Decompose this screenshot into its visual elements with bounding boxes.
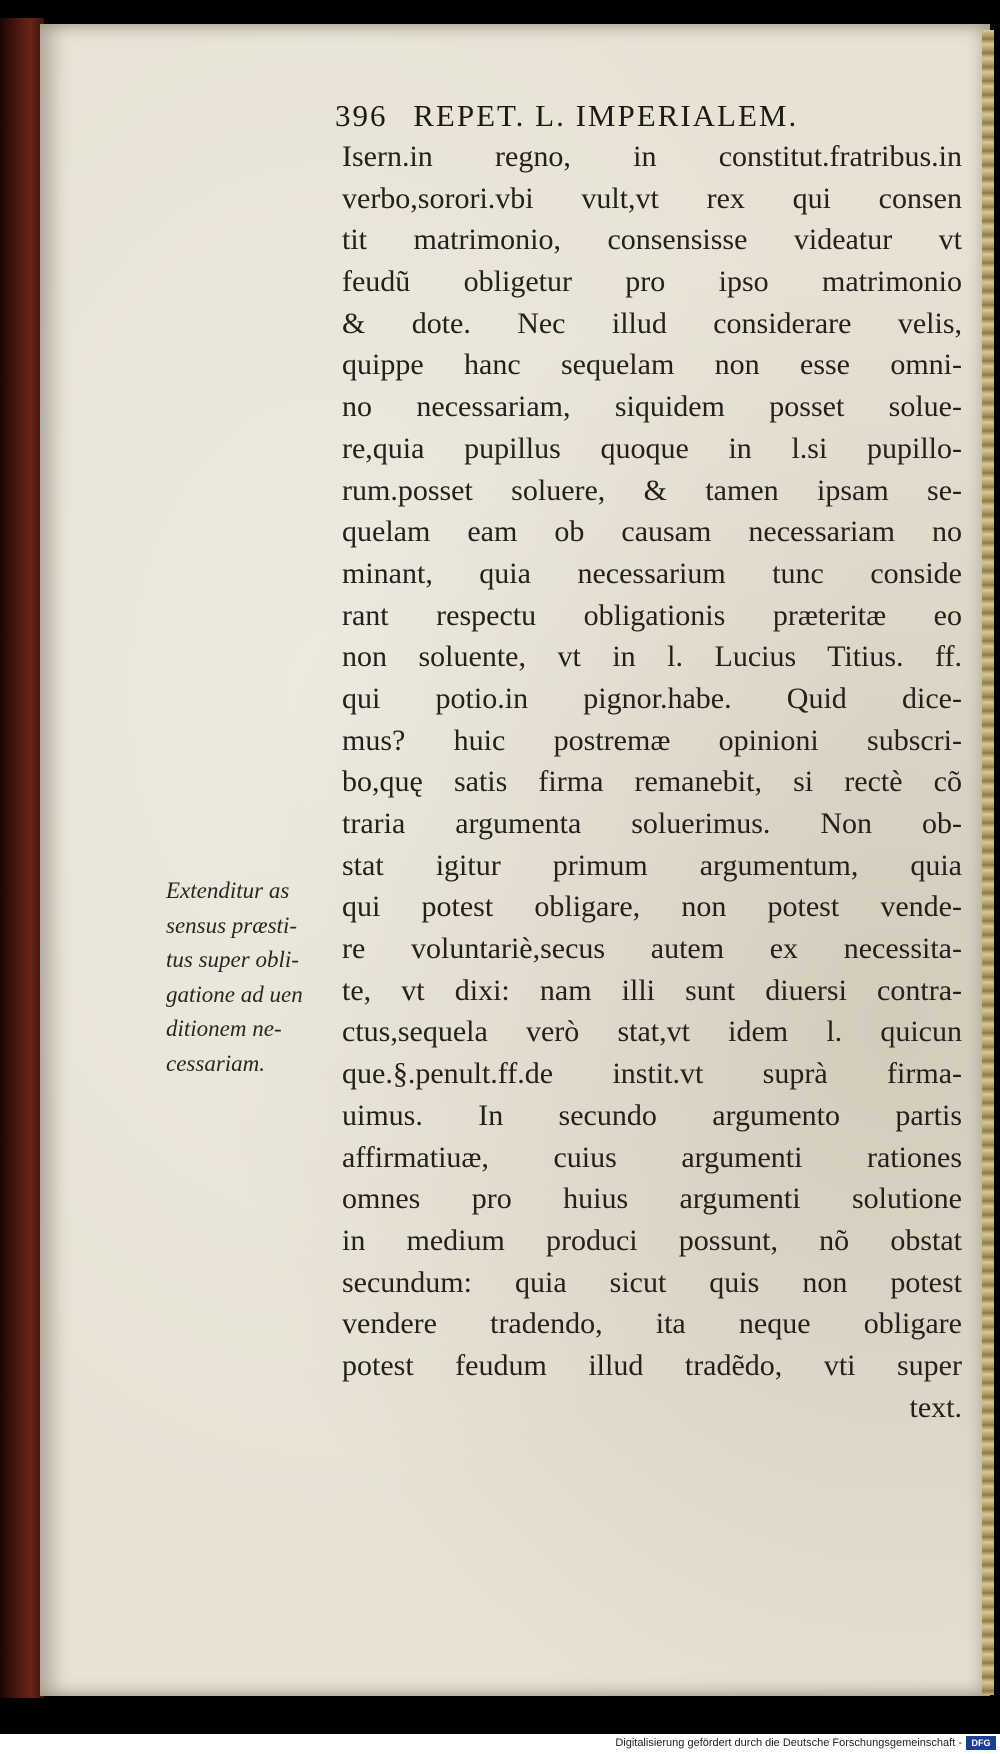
running-head [335, 98, 798, 134]
text-line: secundum: quia sicut quis non potest [342, 1265, 962, 1299]
text-line: ctus,sequela verò stat,vt idem l. quicun [342, 1015, 962, 1049]
text-line: affirmatiuæ, cuius argumenti rationes [342, 1140, 962, 1174]
marginal-note-line: tus super obli- [166, 947, 299, 972]
text-line: Isern.in regno, in constitut.fratribus.in [342, 140, 962, 173]
text-line: potest feudum illud tradẽdo, vti super [342, 1348, 962, 1382]
text-line: traria argumenta soluerimus. Non ob- [342, 807, 962, 840]
text-line: & dote. Nec illud considerare velis, [342, 306, 962, 340]
marginal-note-line: cessariam. [166, 1050, 266, 1076]
text-line: tit matrimonio, consensisse videatur vt [342, 223, 962, 257]
text-line: bo,quę satis firma remanebit, si rectè cõ [342, 765, 962, 799]
text-line: feudũ obligetur pro ipso matrimonio [342, 265, 962, 299]
text-line: quelam eam ob causam necessariam no [342, 515, 962, 549]
page-number: 396 [335, 98, 388, 133]
body-text [342, 136, 962, 1428]
text-line: minant, quia necessarium tunc conside [342, 556, 962, 590]
text-line: te, vt dixi: nam illi sunt diuersi contra- [342, 973, 962, 1007]
text-line: quippe hanc sequelam non esse omni- [342, 348, 962, 382]
text-line: rum.posset soluere, & tamen ipsam se- [342, 473, 962, 507]
marginal-note [166, 874, 336, 1081]
book-binding-edge [0, 18, 44, 1698]
text-line: que.§.penult.ff.de instit.vt suprà firma- [342, 1057, 962, 1091]
text-line: re,quia pupillus quoque in l.si pupillo- [342, 431, 962, 465]
text-line: text. [909, 1390, 962, 1424]
digitization-credit: Digitalisierung gefördert durch die Deutsche Forschungsgemeinschaft - [615, 1737, 962, 1749]
text-line: re voluntariè,secus autem ex necessita- [342, 932, 962, 966]
text-line: stat igitur primum argumentum, quia [342, 848, 962, 882]
running-title: REPET. L. IMPERIALEM. [413, 98, 799, 133]
text-line: uimus. In secundo argumento partis [342, 1098, 962, 1132]
text-line: qui potest obligare, non potest vende- [342, 890, 962, 924]
text-line: in medium produci possunt, nõ obstat [342, 1223, 962, 1257]
text-line: no necessariam, siquidem posset solue- [342, 390, 962, 424]
text-line: vendere tradendo, ita neque obligare [342, 1307, 962, 1341]
text-line: verbo,sorori.vbi vult,vt rex qui consen [342, 181, 962, 215]
marginal-note-line: Extenditur as [166, 878, 290, 903]
marginal-note-line: gatione ad uen [166, 981, 303, 1007]
text-line: rant respectu obligationis præteritæ eo [342, 598, 962, 632]
text-line: mus? huic postremæ opinioni subscri- [342, 723, 962, 757]
dfg-logo: DFG [966, 1736, 996, 1750]
marginal-note-line: sensus præsti- [166, 912, 297, 938]
marginal-note-line: ditionem ne- [166, 1016, 282, 1041]
page-edge-strips [982, 30, 994, 1695]
text-line: qui potio.in pignor.habe. Quid dice- [342, 681, 962, 715]
text-line: omnes pro huius argumenti solutione [342, 1182, 962, 1216]
text-line: non soluente, vt in l. Lucius Titius. ff. [342, 640, 962, 674]
